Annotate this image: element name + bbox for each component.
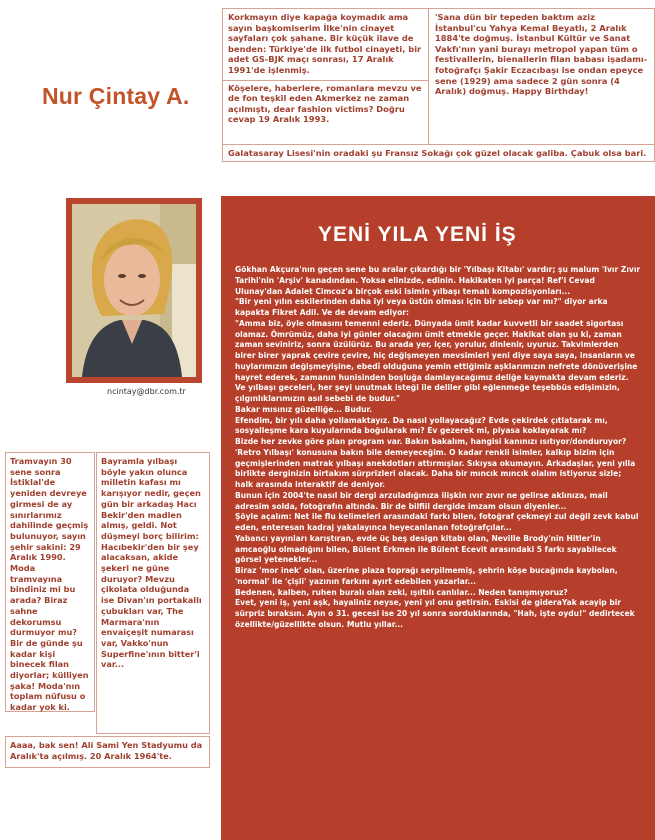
- note-bayram: Bayramla yılbaşı böyle yakın olunca milletin kafası mı karışıyor nedir, geçen gün bir arkadaş Hacı Bekir'den madlen almış, geldi. Not düşmeyi borç bilirim: Hacıbekir'den bir şey alacaksan, akide şekeri ne güne duruyor? Mevzu çikolata olduğunda ise Divan'ın portakallı çubukları var, The Marmara'nın envaiçeşit numarası var, Vakko'nun Superfine'ının bitter'i var...: [101, 456, 202, 670]
- article-paragraph: Yabancı yayınları karıştıran, evde üç beş design kitabı olan, Neville Brody'nin Hitler'in amcaoğlu olmadığını bilen, Bülent Erkmen ile Bülent Ecevit arasındaki 5 farkı sayabilecek görsel yetenekler...: [235, 533, 617, 565]
- article-paragraph: Şöyle açalım: Net ile flu kelimeleri arasındaki farkı bilen, fotoğraf çekmeyi zul değil zevk kabul eden, enteresan kadraj yakalayınca heyecanlanan fotoğrafçılar...: [235, 512, 639, 532]
- article-paragraph: Bakar mısınız güzelliğe... Budur.: [235, 404, 373, 414]
- note-box-futbol-akmerkez: [222, 8, 429, 145]
- article-paragraph: 'Retro Yılbaşı' konusuna bakın bile demeyeceğim. O kadar renkli isimler, kalkıp bizim için geçmişlerinden matrak yılbaşı anekdotları attırmışlar. Sıkıysa okumayın. Arkadaşlar, yeni yılla birlikte derginizin birtakım sürprizleri olacak. Daha bir mıncık mıncık olalım istiyoruz sizle; halk arasında interaktif de deniyor.: [235, 447, 636, 489]
- author-name: Nur Çintay A.: [42, 83, 190, 109]
- side-note-tramvay: [5, 452, 95, 712]
- note-ali-sami-yen: Aaaa, bak sen! Ali Sami Yen Stadyumu da Aralık'ta açılmış. 20 Aralık 1964'te.: [10, 740, 203, 761]
- note-divider: [223, 80, 428, 81]
- side-note-ali-sami-yen: [5, 736, 210, 768]
- article-paragraph: "Bir yeni yılın eskilerinden daha iyi veya üstün olması için bir sebep var mı?" diyor arka kapakta Fikret Adil. Ve de devam ediyor:: [235, 297, 608, 317]
- article-paragraph: Gökhan Akçura'nın geçen sene bu aralar çıkardığı bir 'Yılbaşı Kitabı' vardır; şu malum 'Ivır Zıvır Tarihi'nin 'Arşiv' kanadından. Yoksa elinizde, edinin. Hakikaten iyi parça! Ref'i Cevad Ulunay'dan Adalet Cimcoz'a birçok eski isimin yılbaşı temalı kompozisyonları...: [235, 265, 641, 296]
- article-paragraph: Bedenen, kalben, ruhen buralı olan zeki, ışıltılı canlılar... Neden tanışmıyoruz?: [235, 587, 568, 597]
- article-paragraph: Bunun için 2004'te nasıl bir dergi arzuladığınıza ilişkin ıvır zıvır ne gelirse aklınıza, mail adresim solda, fotoğrafın altında. Bir de bilfiil dergide imzam olsun diyenler...: [235, 490, 608, 511]
- note-birthdays: 'Sana dün bir tepeden baktım aziz İstanbul'cu Yahya Kemal Beyatlı, 2 Aralık 1884'te doğmuş. İstanbul Kültür ve Sanat Vakfı'nın yani burayı metropol yapan tüm o festivallerin, bienallerin filan babası işadamı-fotoğrafçı Şakir Eczacıbaşı ise ondan epeyce sene (1929) ama sadece 2 gün sonra (4 Aralık) doğmuş. Happy Birthday!: [435, 12, 648, 97]
- article-title: YENİ YILA YENİ İŞ: [318, 223, 517, 246]
- article-paragraph: Bizde her zevke göre plan program var. Bakın bakalım, hangisi kanınızı ısıtıyor/donduruyor?: [235, 437, 627, 446]
- note-box-birthdays: [428, 8, 655, 145]
- note-box-fransiz-sokagi: [222, 144, 655, 162]
- author-photo-frame: [66, 198, 202, 383]
- author-email[interactable]: ncintay@dbr.com.tr: [107, 387, 186, 396]
- side-note-bayram: [96, 452, 210, 734]
- article-panel: [221, 196, 655, 840]
- article-paragraph: Biraz 'mor inek' olan, üzerine plaza toprağı serpilmemiş, şehrin köşe bucağında kaybolan, 'normal' ile 'çişli' yazının farkını ayırt edebilen yazarlar...: [235, 566, 618, 586]
- note-futbol-cinayeti: Korkmayın diye kapağa koymadık ama sayın başkomiserim İlke'nin cinayet sayfaları çok şahane. Bir küçük ilave de benden: Türkiye'de ilk futbol cinayeti, bir adet GS-BJK maçı sonrası, 17 Aralık 1991'de işlenmiş.: [228, 12, 422, 75]
- article-paragraph: Ve yılbaşı geceleri, her şeyi unutmak isteği ile deliler gibi eğlenmeğe teşebbüs edişimizin, çılgınlıklarımızın asıl sebebi de budur.": [235, 383, 620, 403]
- article-paragraph: Evet, yeni iş, yeni aşk, hayaliniz neyse, yeni yıl onu getirsin. Eskisi de gideraYak acayip bir sürpriz bıraksın. Ayın o 31. gecesi ise 20 yıl sonra sorduklarında, "Hah, işte oydu!" dedirtecek özellikte/güzellikte olsun. Mutlu yıllar...: [235, 598, 635, 629]
- note-fransiz-sokagi: Galatasaray Lisesi'nin oradaki şu Fransız Sokağı çok güzel olacak galiba. Çabuk olsa bari.: [228, 148, 647, 158]
- note-akmerkez: Köşelere, haberlere, romanlara mevzu ve de fon teşkil eden Akmerkez ne zaman açılmıştı, dear fashion victims? Doğru cevap 19 Aralık 1993.: [228, 82, 422, 125]
- article-body: [235, 265, 641, 631]
- note-tramvay: Tramvayın 30 sene sonra İstiklal'de yeniden devreye girmesi de ay sınırlarımız dahilinde geçmiş bulunuyor, sayın şehir sakini: 29 Aralık 1990. Moda tramvayına bindiniz mi bu arada? Biraz sahne dekorumsu durmuyor mu? Bir de günde şu kadar kişi binecek filan diyorlar; külliyen şaka! Moda'nın toplam nüfusu o kadar yok ki.: [10, 456, 89, 713]
- article-paragraph: Efendim, bir yılı daha yollamaktayız. Da nasıl yollayacağız? Evde çekirdek çıtlatarak mı, sosyalleşme kara kuyularında boğularak mı? Ev gezerek mi, piyasa koklayarak mı?: [235, 415, 608, 436]
- author-photo: [72, 204, 196, 377]
- article-paragraph: "Amma biz, öyle olmasını temenni ederiz. Dünyada ümit kadar kuvvetli bir saadet sigortası olamaz. Ömrümüz, daha iyi günler olacağını ümit etmekle geçer. Hakikat olan şu ki, zaman zaman seviniriz, sonra üzülürüz. Bu arada yer, içer, yorulur, dinlenir, uyuruz. Takvimlerden birer birer yaprak çevire çevire, hiç değişmeyen mevsimleri yeni diye saya saya, insanların ve huylarımızın değişmeyişine, ebedî olduğuna yemin ettiğimiz aşklarımızın nefrete dönüverişine hayret ederek, zamanın hunisinden boşluğa damlayacağımız deliğe kaymakta devam ederiz.: [235, 318, 638, 382]
